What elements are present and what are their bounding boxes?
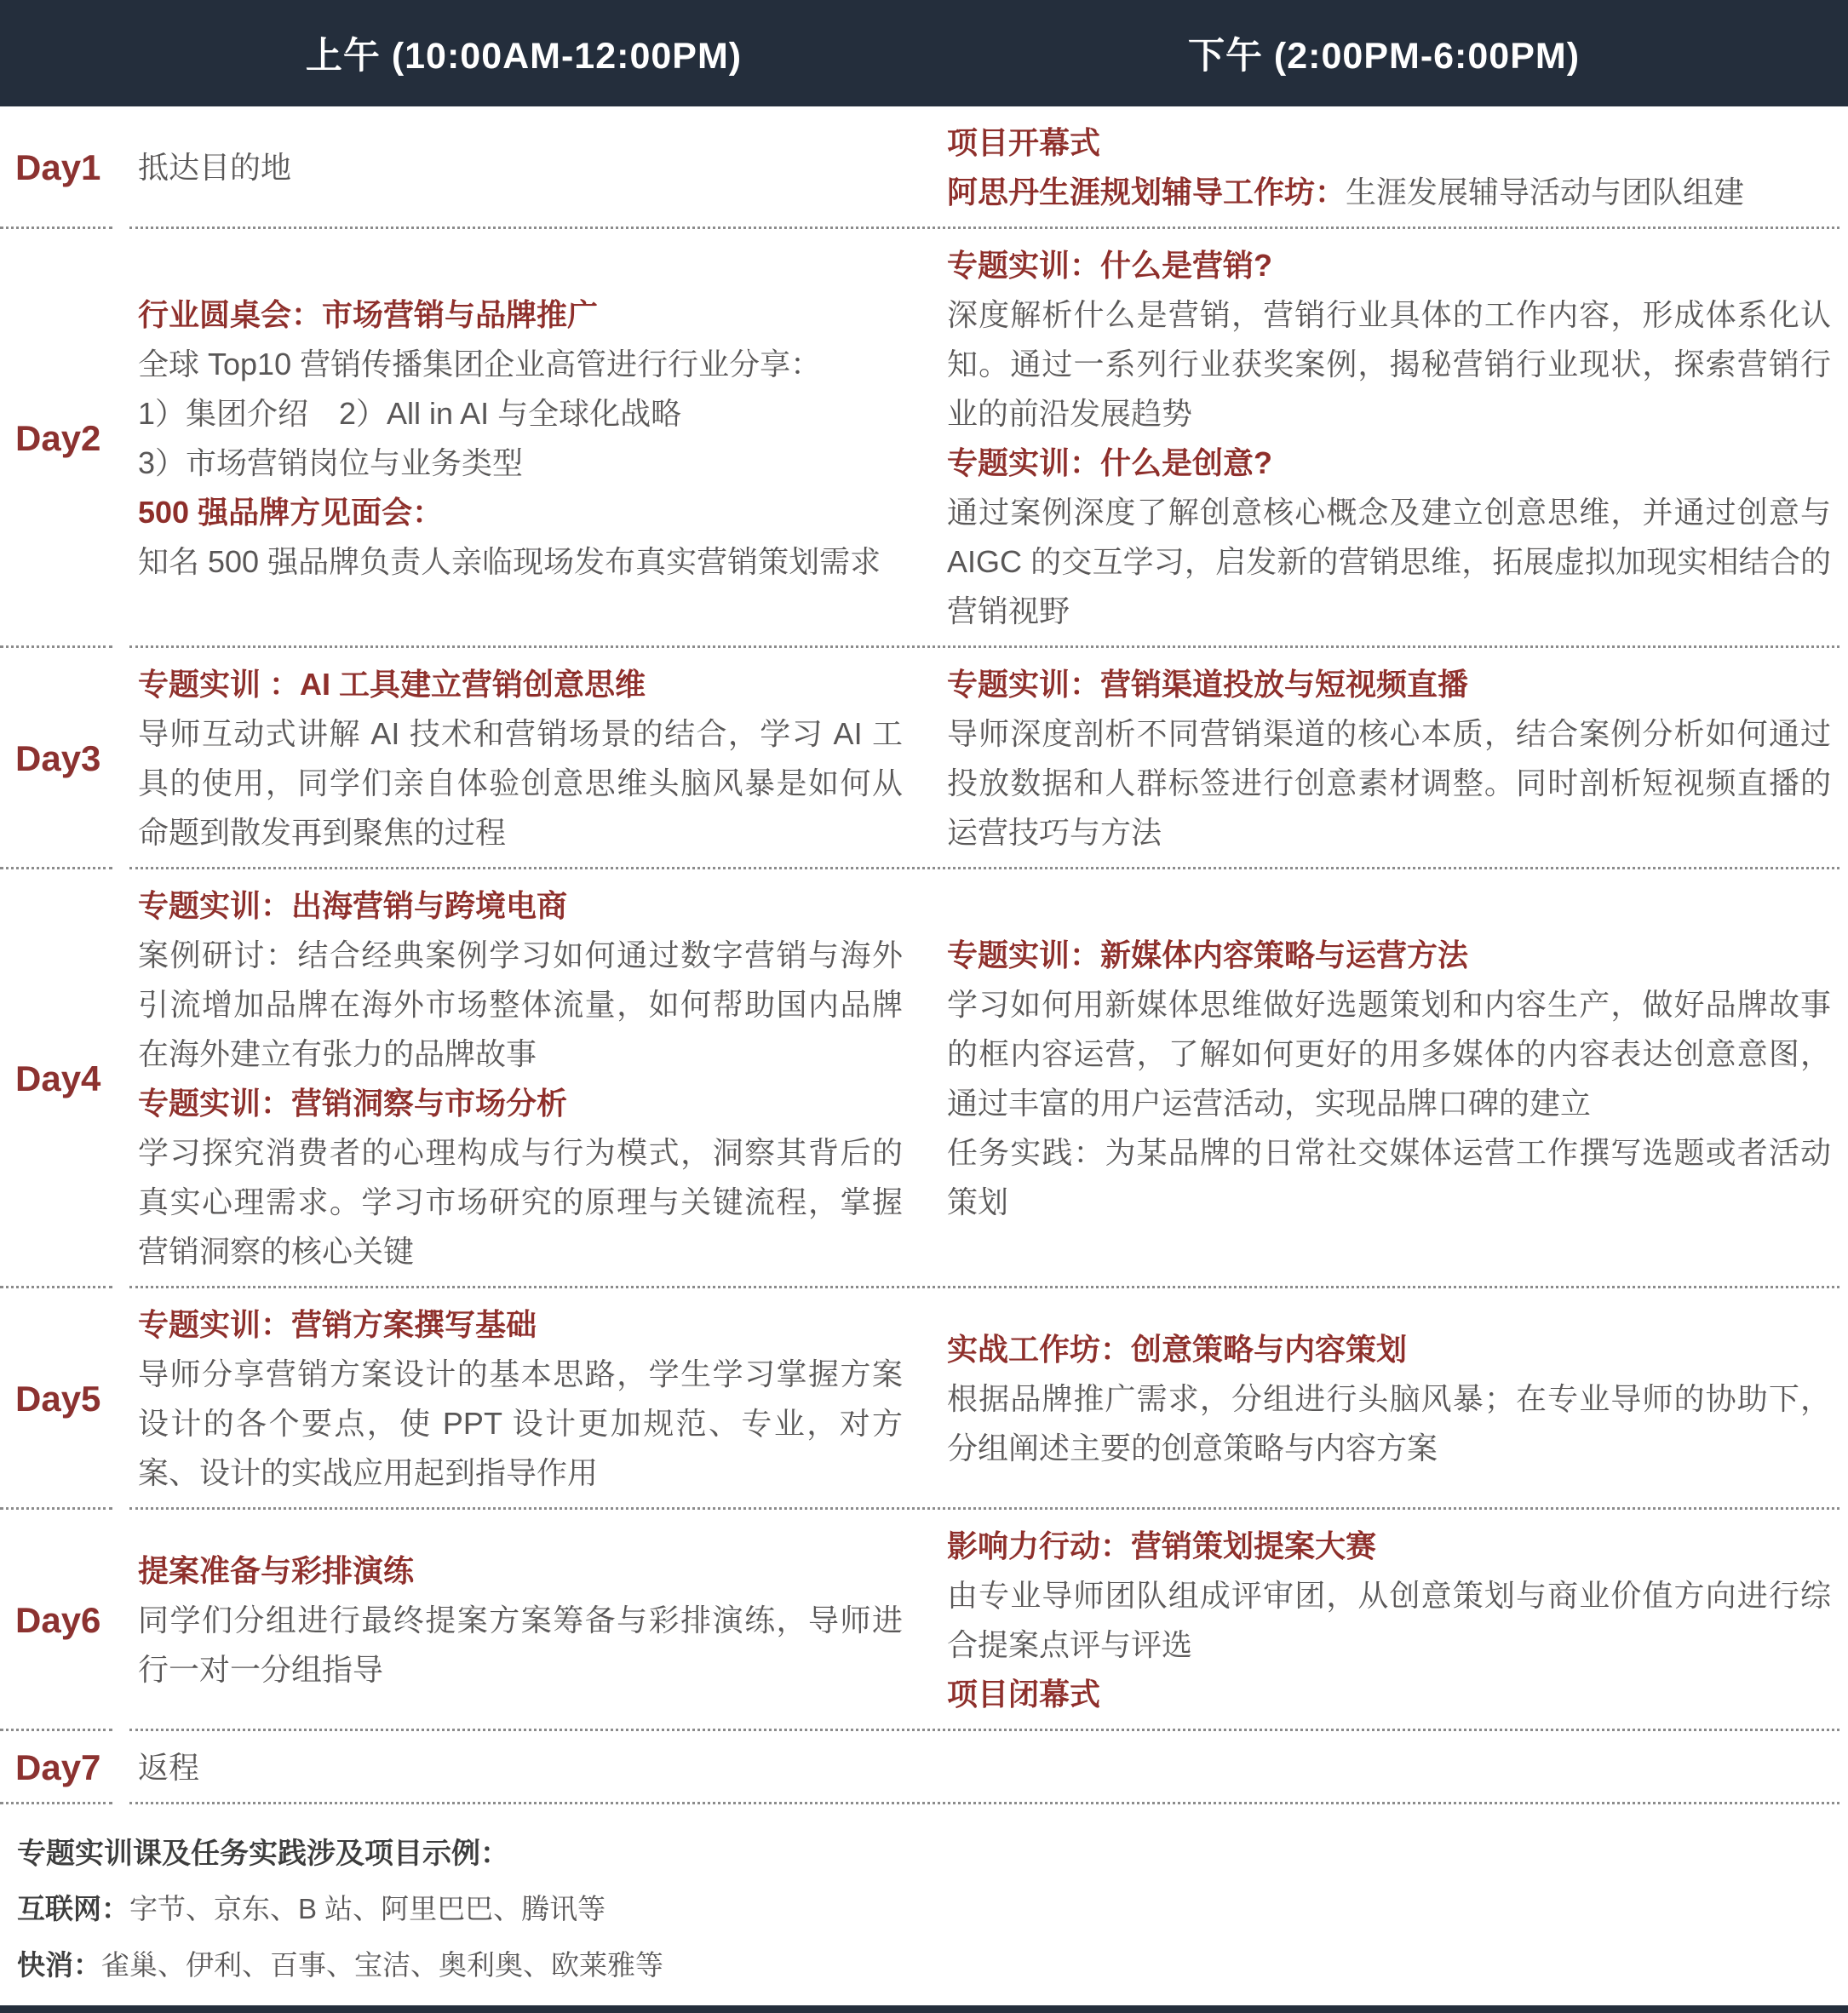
topic-heading: 专题实训：营销洞察与市场分析 xyxy=(138,1086,568,1121)
schedule-paragraph xyxy=(947,488,1831,636)
schedule-paragraph xyxy=(138,537,903,587)
topic-heading: 专题实训 ：AI 工具建立营销创意思维 xyxy=(138,667,646,702)
topic-heading: 项目闭幕式 xyxy=(947,1677,1101,1712)
schedule-paragraph xyxy=(947,660,1831,709)
schedule-paragraph xyxy=(138,1128,903,1276)
afternoon-cell xyxy=(920,1288,1848,1510)
schedule-paragraph xyxy=(138,389,903,439)
topic-text: 抵达目的地 xyxy=(138,150,292,185)
topic-text: 学习如何用新媒体思维做好选题策划和内容生产，做好品牌故事的框内容运营，了解如何更好的用多媒体的内容表达创意意图，通过丰富的用户运营活动，实现品牌口碑的建立 xyxy=(947,987,1831,1121)
schedule-paragraph xyxy=(947,118,1831,168)
morning-cell xyxy=(128,1510,920,1731)
table-row xyxy=(0,1731,1848,1804)
schedule-paragraph xyxy=(138,881,903,931)
topic-heading: 专题实训：营销渠道投放与短视频直播 xyxy=(947,667,1469,702)
afternoon-cell xyxy=(920,1731,1848,1804)
schedule-paragraph xyxy=(947,980,1831,1128)
afternoon-cell xyxy=(920,229,1848,648)
morning-cell xyxy=(128,106,920,229)
afternoon-cell xyxy=(920,106,1848,229)
topic-text: 1）集团介绍 2）All in AI 与全球化战略 xyxy=(138,396,682,431)
schedule-paragraph xyxy=(138,709,903,857)
schedule-paragraph xyxy=(947,1670,1831,1719)
day-label: Day3 xyxy=(15,738,101,778)
bottom-bar xyxy=(0,2005,1848,2013)
morning-cell xyxy=(128,1731,920,1804)
footer-category-label: 互联网： xyxy=(17,1893,129,1924)
footer-category-text: 字节、京东、B 站、阿里巴巴、腾讯等 xyxy=(129,1893,606,1924)
schedule-paragraph xyxy=(947,1571,1831,1670)
schedule-paragraph xyxy=(947,1374,1831,1473)
schedule-paragraph xyxy=(138,340,903,389)
table-row xyxy=(0,1288,1848,1510)
column-header-morning: 上午 (10:00AM-12:00PM) xyxy=(305,36,743,77)
schedule-paragraph xyxy=(138,488,903,537)
schedule-paragraph xyxy=(138,1546,903,1596)
schedule-paragraph xyxy=(947,931,1831,980)
topic-heading: 项目开幕式 xyxy=(947,125,1101,160)
day-label: Day6 xyxy=(15,1600,101,1640)
topic-text: 导师分享营销方案设计的基本思路，学生学习掌握方案设计的各个要点，使 PPT 设计更加规范、专业，对方案、设计的实战应用起到指导作用 xyxy=(138,1356,903,1490)
topic-text: 由专业导师团队组成评审团，从创意策划与商业价值方向进行综合提案点评与评选 xyxy=(947,1578,1831,1662)
morning-cell xyxy=(128,648,920,869)
topic-text: 导师互动式讲解 AI 技术和营销场景的结合，学习 AI 工具的使用，同学们亲自体验创意思维头脑风暴是如何从命题到散发再到聚焦的过程 xyxy=(138,716,903,850)
schedule-paragraph xyxy=(138,931,903,1079)
schedule-paragraph xyxy=(138,1743,903,1792)
topic-heading: 提案准备与彩排演练 xyxy=(138,1553,415,1588)
topic-heading: 阿思丹生涯规划辅导工作坊： xyxy=(947,175,1346,209)
topic-heading: 专题实训：什么是营销? xyxy=(947,248,1272,283)
schedule-paragraph xyxy=(138,1596,903,1695)
column-header-afternoon: 下午 (2:00PM-6:00PM) xyxy=(1187,36,1581,77)
afternoon-cell xyxy=(920,648,1848,869)
day-label: Day1 xyxy=(15,147,101,187)
topic-text: 返程 xyxy=(138,1750,200,1785)
schedule-paragraph xyxy=(947,290,1831,439)
schedule-paragraph xyxy=(947,709,1831,857)
topic-heading: 影响力行动：营销策划提案大赛 xyxy=(947,1528,1377,1563)
footer-category-label: 快消： xyxy=(17,1949,101,1981)
afternoon-cell xyxy=(920,1510,1848,1731)
schedule-paragraph xyxy=(138,1300,903,1350)
day-label: Day4 xyxy=(15,1058,101,1098)
table-header xyxy=(0,0,1848,106)
topic-text: 任务实践：为某品牌的日常社交媒体运营工作撰写选题或者活动策划 xyxy=(947,1135,1831,1219)
topic-heading: 专题实训：出海营销与跨境电商 xyxy=(138,888,568,923)
schedule-paragraph xyxy=(138,1079,903,1128)
topic-heading: 行业圆桌会：市场营销与品牌推广 xyxy=(138,297,599,332)
morning-cell xyxy=(128,869,920,1288)
topic-heading: 专题实训：营销方案撰写基础 xyxy=(138,1307,537,1342)
table-row xyxy=(0,1510,1848,1731)
schedule-paragraph xyxy=(138,290,903,340)
morning-cell xyxy=(128,229,920,648)
morning-cell xyxy=(128,1288,920,1510)
topic-text: 知名 500 强品牌负责人亲临现场发布真实营销策划需求 xyxy=(138,544,881,579)
topic-text: 3）市场营销岗位与业务类型 xyxy=(138,445,524,480)
schedule-paragraph xyxy=(138,143,903,192)
day-label: Day5 xyxy=(15,1379,101,1419)
topic-text: 生涯发展辅导活动与团队组建 xyxy=(1346,175,1745,209)
footer-lines xyxy=(17,1881,1831,1993)
topic-text: 学习探究消费者的心理构成与行为模式，洞察其背后的真实心理需求。学习市场研究的原理与关键流程，掌握营销洞察的核心关键 xyxy=(138,1135,903,1269)
footer-title: 专题实训课及任务实践涉及项目示例： xyxy=(17,1838,509,1870)
schedule-paragraph xyxy=(947,439,1831,488)
schedule-paragraph xyxy=(947,1522,1831,1571)
afternoon-cell xyxy=(920,869,1848,1288)
footer-line xyxy=(17,1881,1831,1937)
day-label: Day2 xyxy=(15,418,101,458)
topic-text: 通过案例深度了解创意核心概念及建立创意思维，并通过创意与 AIGC 的交互学习，启发新的营销思维，拓展虚拟加现实相结合的营销视野 xyxy=(947,495,1831,628)
schedule-paragraph xyxy=(947,1128,1831,1227)
table-row xyxy=(0,106,1848,229)
schedule-paragraph xyxy=(947,1325,1831,1374)
topic-heading: 500 强品牌方见面会： xyxy=(138,495,444,530)
topic-heading: 实战工作坊：创意策略与内容策划 xyxy=(947,1332,1408,1367)
schedule-paragraph xyxy=(138,439,903,488)
topic-text: 同学们分组进行最终提案方案筹备与彩排演练，导师进行一对一分组指导 xyxy=(138,1603,903,1687)
topic-text: 案例研讨：结合经典案例学习如何通过数字营销与海外引流增加品牌在海外市场整体流量，如何帮助国内品牌在海外建立有张力的品牌故事 xyxy=(138,938,903,1071)
table-row xyxy=(0,229,1848,648)
footer-line xyxy=(17,1937,1831,1993)
topic-text: 深度解析什么是营销，营销行业具体的工作内容，形成体系化认知。通过一系列行业获奖案例，揭秘营销行业现状，探索营销行业的前沿发展趋势 xyxy=(947,297,1831,431)
schedule-paragraph xyxy=(947,168,1831,217)
topic-text: 根据品牌推广需求，分组进行头脑风暴；在专业导师的协助下，分组阐述主要的创意策略与内容方案 xyxy=(947,1381,1831,1465)
footer-category-text: 雀巢、伊利、百事、宝洁、奥利奥、欧莱雅等 xyxy=(101,1949,663,1981)
footer-notes xyxy=(0,1804,1848,2005)
topic-heading: 专题实训：新媒体内容策略与运营方法 xyxy=(947,938,1469,972)
schedule-rows xyxy=(0,106,1848,1804)
topic-heading: 专题实训：什么是创意? xyxy=(947,445,1272,480)
day-label: Day7 xyxy=(15,1747,101,1787)
table-row xyxy=(0,648,1848,869)
schedule-paragraph xyxy=(947,241,1831,290)
schedule-paragraph xyxy=(138,660,903,709)
topic-text: 全球 Top10 营销传播集团企业高管进行行业分享： xyxy=(138,347,822,381)
schedule-paragraph xyxy=(138,1350,903,1498)
table-row xyxy=(0,869,1848,1288)
topic-text: 导师深度剖析不同营销渠道的核心本质，结合案例分析如何通过投放数据和人群标签进行创意素材调整。同时剖析短视频直播的运营技巧与方法 xyxy=(947,716,1831,850)
